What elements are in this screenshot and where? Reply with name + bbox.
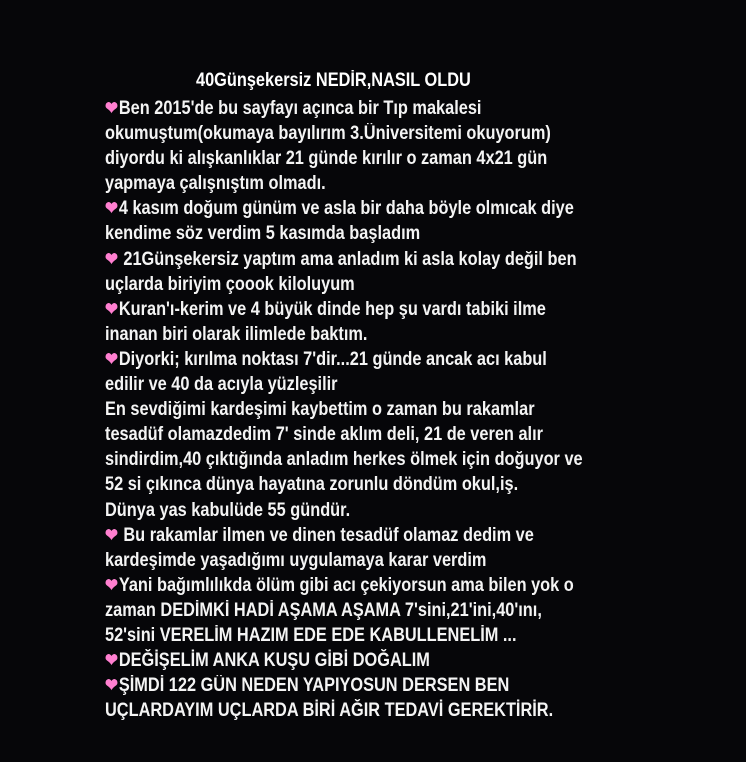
post-body bbox=[105, 98, 660, 725]
line-text: Bu rakamlar ilmen ve dinen tesadüf olamaz dedim ve bbox=[118, 524, 534, 546]
line-text: ŞİMDİ 122 GÜN NEDEN YAPIYOSUN DERSEN BEN bbox=[118, 675, 510, 697]
line-text: Yani bağımlılıkda ölüm gibi acı çekiyorsun ama bilen yok o bbox=[118, 574, 574, 596]
line-text: Kuran'ı-kerim ve 4 büyük dinde hep şu vardı tabiki ilme bbox=[118, 298, 546, 320]
text-line bbox=[105, 575, 583, 600]
text-line bbox=[105, 299, 583, 324]
text-line bbox=[105, 424, 583, 449]
line-text: 21Günşekersiz yaptım ama anladım ki asla kolay değil ben bbox=[118, 248, 577, 270]
line-text: tesadüf olamazdedim 7' sinde aklım deli, 21 de veren alır bbox=[105, 424, 543, 446]
line-text: diyordu ki alışkanlıklar 21 günde kırılır o zaman 4x21 gün bbox=[105, 148, 548, 170]
text-line bbox=[105, 700, 583, 725]
text-line bbox=[105, 349, 583, 374]
line-text: DEĞİŞELİM ANKA KUŞU GİBİ DOĞALIM bbox=[118, 650, 430, 672]
text-line bbox=[105, 399, 583, 424]
line-text: En sevdiğimi kardeşimi kaybettim o zaman bu rakamlar bbox=[105, 399, 535, 421]
line-text: Dünya yas kabulüde 55 gündür. bbox=[105, 499, 351, 521]
text-line bbox=[105, 474, 583, 499]
line-text: kendime söz verdim 5 kasımda başladım bbox=[105, 223, 421, 245]
line-text: zaman DEDİMKİ HADİ AŞAMA AŞAMA 7'sini,21'ini,40'ını, bbox=[105, 599, 542, 621]
line-text: okumuştum(okumaya bayılırım 3.Üniversitemi okuyorum) bbox=[105, 123, 551, 145]
heart-icon: ❤ bbox=[105, 248, 118, 269]
line-text: Ben 2015'de bu sayfayı açınca bir Tıp makalesi bbox=[118, 98, 482, 119]
text-line bbox=[105, 148, 583, 173]
heart-icon: ❤ bbox=[105, 574, 118, 595]
text-line bbox=[105, 550, 583, 575]
text-line bbox=[105, 625, 583, 650]
text-line bbox=[105, 449, 583, 474]
text-line bbox=[105, 324, 583, 349]
line-text: 4 kasım doğum günüm ve asla bir daha böyle olmıcak diye bbox=[118, 198, 574, 220]
heart-icon: ❤ bbox=[105, 98, 118, 118]
text-line bbox=[105, 173, 583, 198]
text-line bbox=[105, 249, 583, 274]
line-text: kardeşimde yaşadığımı uygulamaya karar verdim bbox=[105, 549, 487, 571]
heart-icon: ❤ bbox=[105, 348, 118, 369]
text-line bbox=[105, 675, 583, 700]
line-text: edilir ve 40 da acıyla yüzleşilir bbox=[105, 374, 338, 396]
line-text: UÇLARDAYIM UÇLARDA BİRİ AĞIR TEDAVİ GEREKTİRİR. bbox=[105, 700, 554, 722]
text-line bbox=[105, 274, 583, 299]
heart-icon: ❤ bbox=[105, 198, 118, 219]
text-line bbox=[105, 600, 583, 625]
line-text: uçlarda biriyim çoook kiloluyum bbox=[105, 273, 355, 295]
heart-icon: ❤ bbox=[105, 650, 118, 671]
text-line bbox=[105, 198, 583, 223]
text-line bbox=[105, 500, 583, 525]
heart-icon: ❤ bbox=[105, 298, 118, 319]
heart-icon: ❤ bbox=[105, 524, 118, 545]
text-line bbox=[105, 525, 583, 550]
line-text: yapmaya çalışnıştım olmadı. bbox=[105, 173, 326, 195]
text-line bbox=[105, 123, 583, 148]
line-text: inanan biri olarak ilimlede baktım. bbox=[105, 323, 368, 345]
text-line bbox=[105, 98, 583, 123]
text-line bbox=[105, 650, 583, 675]
post-image bbox=[0, 4, 746, 762]
line-text: sindirdim,40 çıktığında anladım herkes ölmek için doğuyor ve bbox=[105, 449, 583, 471]
line-text: 52'sini VERELİM HAZIM EDE EDE KABULLENELİM ... bbox=[105, 624, 517, 646]
line-text: 52 si çıkınca dünya hayatına zorunlu döndüm okul,iş. bbox=[105, 474, 519, 496]
heart-icon: ❤ bbox=[105, 675, 118, 696]
text-line bbox=[105, 374, 583, 399]
post-title: 40Günşekersiz NEDİR,NASIL OLDU bbox=[196, 70, 471, 91]
text-line bbox=[105, 223, 583, 248]
line-text: Diyorki; kırılma noktası 7'dir...21 günde ancak acı kabul bbox=[118, 348, 547, 370]
